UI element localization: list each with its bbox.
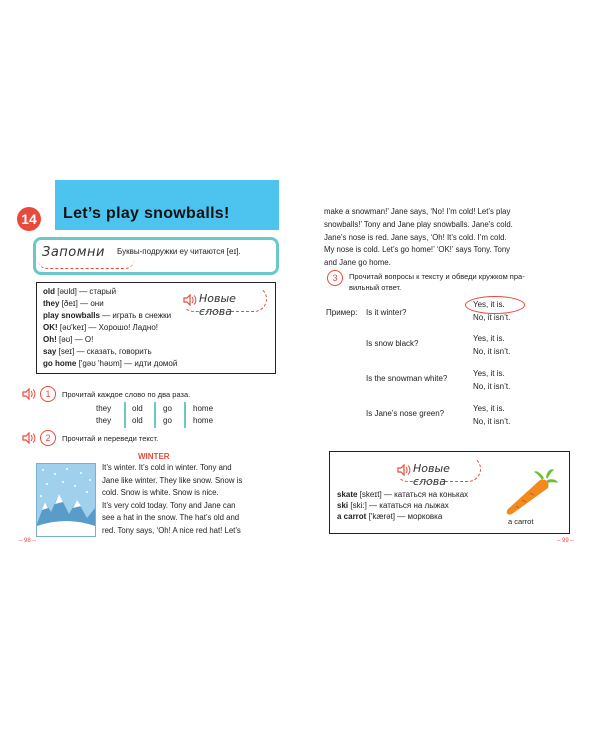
word-en: play snowballs — [43, 311, 100, 320]
answer-no[interactable]: No, it isn’t. — [473, 347, 511, 356]
answer-pair — [473, 298, 510, 324]
answer-no[interactable]: No, it isn’t. — [473, 313, 511, 322]
story-line: cold. Snow is white. Snow is nice. — [102, 488, 219, 498]
task-1-text: Прочитай каждое слово по два раза. — [62, 390, 191, 399]
story-line: It’s very cold today. Tony and Jane can — [102, 500, 236, 510]
word-ipa: [ski:] — [350, 501, 367, 510]
story-line: make a snowman!’ Jane says, ‘No! I’m cold! Let’s play — [324, 207, 511, 216]
story-line: snowballs!’ Tony and Jane play snowballs. Jane’s cold. — [324, 219, 513, 229]
answer-yes[interactable]: Yes, it is. — [473, 334, 505, 343]
story-line: My nose is cold. Let’s go home!’ ‘OK!’ says Tony. Tony — [324, 245, 511, 255]
grid-word: home — [193, 404, 214, 413]
new-words-label: Новые слова — [199, 292, 236, 318]
grid-word: go — [163, 404, 172, 413]
answer-pair — [473, 332, 510, 358]
story-line: red. Tony says, ‘Oh! A nice red hat! Let’s — [102, 525, 241, 535]
word-ru: — они — [80, 299, 104, 308]
task-3-text-line1: Прочитай вопросы к тексту и обведи кружком пра- — [349, 272, 525, 281]
answer-yes[interactable]: Yes, it is. — [473, 369, 505, 378]
carrot-illustration — [500, 468, 560, 518]
new-words-heading-right — [395, 460, 481, 488]
word-ru: — О! — [74, 335, 94, 344]
word-ru: — идти домой — [124, 359, 178, 368]
answer-pair — [473, 367, 510, 393]
word-ipa: ['gəʊ 'həʊm] — [78, 359, 122, 368]
word-ru: — играть в снежки — [102, 311, 172, 320]
grid-word: home — [193, 416, 214, 425]
grid-divider — [154, 402, 156, 428]
example-label: Пример: — [326, 308, 358, 317]
word-ru: — сказать, говорить — [76, 347, 152, 356]
remember-label: Запомни — [42, 245, 106, 260]
page-number-right: – 99 – — [557, 538, 574, 544]
task-number-2: 2 — [40, 430, 56, 446]
story-line: It’s winter. It’s cold in winter. Tony and — [102, 463, 232, 472]
word-row — [43, 335, 93, 344]
new-words-underline — [395, 456, 481, 482]
question: Is it winter? — [366, 308, 407, 317]
grid-word: old — [132, 416, 143, 425]
grid-word: they — [96, 416, 112, 425]
task-number-1: 1 — [40, 386, 56, 402]
lesson-number-badge: 14 — [17, 207, 41, 231]
word-en: they — [43, 299, 60, 308]
story-text-left — [102, 462, 274, 538]
story-line: and Jane go home. — [324, 258, 391, 268]
word-en: old — [43, 287, 55, 296]
word-ipa: [seɪ] — [58, 347, 75, 356]
word-en: ski — [337, 501, 349, 510]
lesson-title: Let’s play snowballs! — [63, 205, 230, 222]
story-line: Jane like winter. They like snow. Snow is — [102, 475, 243, 485]
remember-underline — [38, 260, 134, 269]
word-ru: — старый — [79, 287, 117, 296]
word-row — [43, 311, 171, 320]
answer-yes[interactable]: Yes, it is. — [473, 404, 505, 413]
word-row — [43, 347, 152, 356]
word-ru: — кататься на лыжах — [369, 501, 449, 510]
new-words-label: Новые слова — [413, 462, 450, 488]
answer-yes[interactable]: Yes, it is. — [473, 300, 505, 309]
remember-rule: Буквы-подружки ey читаются [eɪ]. — [117, 247, 241, 256]
answer-pair — [473, 402, 510, 428]
word-ipa: [əʊ] — [59, 335, 73, 344]
story-title: WINTER — [138, 452, 170, 461]
word-en: OK! — [43, 323, 58, 332]
page-number-left: – 98 – — [19, 538, 36, 544]
new-words-heading — [181, 290, 267, 318]
word-ipa: [ðeɪ] — [61, 299, 78, 308]
new-words-underline — [181, 286, 267, 312]
speaker-icon[interactable] — [22, 432, 36, 444]
question: Is snow black? — [366, 339, 419, 348]
grid-word: go — [163, 416, 172, 425]
word-ru: — кататься на коньках — [383, 490, 469, 499]
grid-divider — [124, 402, 126, 428]
word-ipa: ['kærət] — [368, 512, 396, 521]
word-en: a carrot — [337, 512, 367, 521]
word-row — [43, 359, 177, 368]
word-en: skate — [337, 490, 358, 499]
winter-illustration — [36, 463, 96, 537]
word-row — [43, 299, 104, 308]
question: Is Jane’s nose green? — [366, 409, 445, 418]
speaker-icon[interactable] — [22, 388, 36, 400]
word-row — [43, 323, 158, 332]
story-text-right — [324, 206, 572, 270]
word-ru: — Хорошо! Ладно! — [88, 323, 158, 332]
word-en: say — [43, 347, 57, 356]
word-en: go home — [43, 359, 77, 368]
remember-text — [117, 247, 241, 256]
word-ru: — морковка — [397, 512, 443, 521]
word-row — [43, 287, 116, 296]
answer-no[interactable]: No, it isn’t. — [473, 417, 511, 426]
word-row — [337, 490, 468, 499]
answer-no[interactable]: No, it isn’t. — [473, 382, 511, 391]
word-en: Oh! — [43, 335, 57, 344]
word-ipa: [skeɪt] — [359, 490, 382, 499]
task-2-text: Прочитай и переведи текст. — [62, 434, 159, 443]
carrot-caption: a carrot — [508, 517, 534, 526]
grid-divider — [184, 402, 186, 428]
task-3-text-line2: вильный ответ. — [349, 283, 402, 292]
word-ipa: [əʊ'keɪ] — [59, 323, 87, 332]
story-line: see a hat in the snow. The hat’s old and — [102, 513, 240, 523]
story-line: Jane’s nose is red. Jane says, ‘Oh! It’s cold. I’m cold. — [324, 232, 507, 242]
question: Is the snowman white? — [366, 374, 448, 383]
task-number-3: 3 — [327, 270, 343, 286]
word-row — [337, 512, 442, 521]
grid-word: they — [96, 404, 112, 413]
grid-word: old — [132, 404, 143, 413]
word-ipa: [əʊld] — [57, 287, 77, 296]
word-row — [337, 501, 449, 510]
